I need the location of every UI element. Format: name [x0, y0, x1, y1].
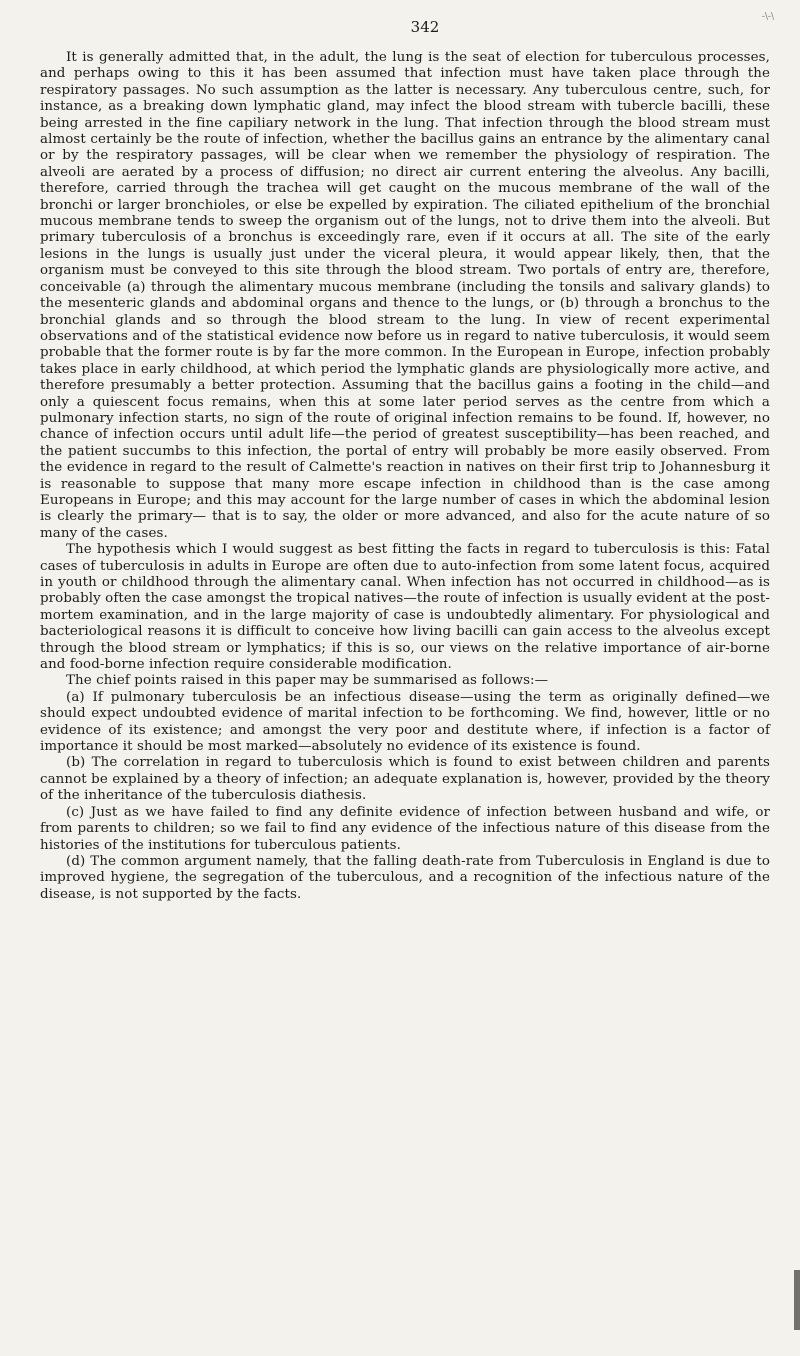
page-number: 342 [410, 18, 440, 36]
paragraph-summary-intro: The chief points raised in this paper may be summarised as follows:— [66, 673, 549, 689]
summary-point-a: (a) If pulmonary tuberculosis be an infectious disease—using the term as originally defined—we should expect undoubted evidence of marital infection to be forthcoming. We find, however, little or no evidence of its existence; and amongst the very poor and destitute where, if infection is a factor of importance it should be most marked—absolutely no evidence of its existence is found. [40, 689, 770, 755]
document-page [40, 12, 774, 1338]
summary-point-c: (c) Just as we have failed to find any definite evidence of infection between husband and wife, or from parents to children; so we fail to find any evidence of the infectious nature of this disease from the histories of the institutions for tuberculous patients. [40, 804, 770, 853]
paragraph-main: It is generally admitted that, in the adult, the lung is the seat of election for tuberculous processes, and perhaps owing to this it has been assumed that infection must have taken place through the respiratory passages. No such assumption as the latter is necessary. Any tuberculous centre, such, for instance, as a breaking down lymphatic gland, may infect the blood stream with tubercle bacilli, these being arrested in the fine capiliary network in the lung. That infection through the blood stream must almost certainly be the route of infection, whether the bacillus gains an entrance by the alimentary canal or by the respiratory passages, will be clear when we remember the physiology of respiration. The alveoli are aerated by a process of diffusion; no direct air current entering the alveolus. Any bacilli, therefore, carried through the trachea will get caught on the mucous membrane of the wall of the bronchi or larger bronchioles, or else be expelled by expiration. The ciliated epithelium of the bronchial mucous membrane tends to sweep the organism out of the lungs, not to drive them into the alveoli. But primary tuberculosis of a bronchus is exceedingly rare, even if it occurs at all. The site of the early lesions in the lungs is usually just under the viceral pleura, it would appear likely, then, that the organism must be conveyed to this site through the blood stream. Two portals of entry are, therefore, conceivable (a) through the alimentary mucous membrane (including the tonsils and salivary glands) to the mesenteric glands and abdominal organs and thence to the lungs, or (b) through a bronchus to the bronchial glands and so through the blood stream to the lung. In view of recent experimental observations and of the statistical evidence now before us in regard to native tuberculosis, it would seem probable that the former route is by far the more common. In the European in Europe, infection probably takes place in early childhood, at which period the lymphatic glands are physiologically more active, and therefore presumably a better protection. Assuming that the bacillus gains a footing in the child—and only a quiescent focus remains, when this at some later period serves as the centre from which a pulmonary infection starts, no sign of the route of original infection remains to be found. If, however, no chance of infection occurs until adult life—the period of greatest susceptibility—has been reached, and the patient succumbs to this infection, the portal of entry will probably be more easily observed. From the evidence in regard to the result of Calmette's reaction in natives on their first trip to Johannesburg it is reasonable to suppose that many more escape infection in childhood than is the case among Europeans in Europe; and this may account for the large number of cases in which the abdominal lesion is clearly the primary— that is to say, the older or more advanced, and also for the acute nature of so many of the cases. [40, 50, 770, 541]
body-text [40, 50, 770, 903]
page-edge-mark [794, 1270, 800, 1330]
summary-point-b: (b) The correlation in regard to tuberculosis which is found to exist between children and parents cannot be explained by a theory of infection; an adequate explanation is, however, provided by the theory of the inheritance of the tuberculosis diathesis. [40, 755, 770, 804]
paragraph-hypothesis: The hypothesis which I would suggest as best fitting the facts in regard to tuberculosis is this: Fatal cases of tuberculosis in adults in Europe are often due to auto-infection from some latent focus, acquired in youth or childhood through the alimentary canal. When infection has not occurred in childhood—as is probably often the case amongst the tropical natives—the route of infection is usually evident at the post-mortem examination, and in the large majority of case is undoubtedly alimentary. For physiological and bacteriological reasons it is difficult to conceive how living bacilli can gain access to the alveolus except through the blood stream or lymphatics; if this is so, our views on the relative importance of air-borne and food-borne infection require considerable modification. [40, 542, 770, 673]
summary-point-d: (d) The common argument namely, that the falling death-rate from Tuberculosis in England is due to improved hygiene, the segregation of the tuberculous, and a recognition of the infectious nature of the disease, is not supported by the facts. [40, 853, 770, 902]
margin-mark: -\-\ [761, 12, 774, 22]
